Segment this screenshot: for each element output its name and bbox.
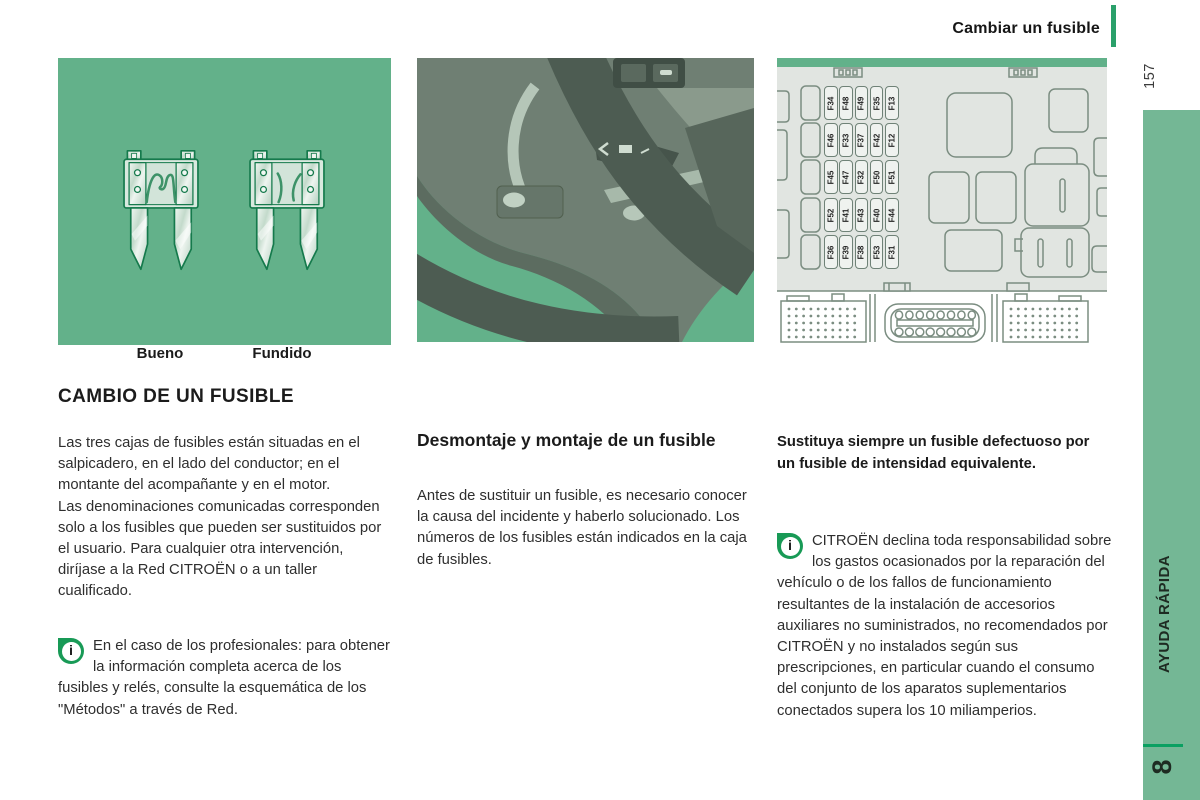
- section-title-removal: Desmontaje y montaje de un fusible: [417, 430, 716, 450]
- figure-label-good: Bueno: [136, 345, 184, 362]
- fuse-f36: F36: [824, 235, 838, 269]
- page-number: 157: [1142, 63, 1158, 89]
- figure-fuse-comparison: [58, 58, 391, 345]
- figure-label-blown: Fundido: [252, 345, 312, 362]
- sidebar-chapter-label: AYUDA RÁPIDA: [1155, 555, 1173, 673]
- fuse-f38: F38: [855, 235, 869, 269]
- info-icon: i: [777, 533, 803, 559]
- fuse-f37: F37: [855, 123, 869, 157]
- fuse-f45: F45: [824, 160, 838, 194]
- fuse-f41: F41: [839, 198, 853, 232]
- fuse-f46: F46: [824, 123, 838, 157]
- dashboard-illustration: [417, 58, 754, 342]
- fuse-good-illustration: [119, 150, 203, 276]
- fuse-blown-illustration: [245, 150, 329, 276]
- fuse-grid: [777, 58, 1107, 345]
- middle-paragraph: Antes de sustituir un fusible, es necesario conocer la causa del incidente y haberlo solucionado. Los números de los fusibles están indicados en la caja de fusibles.: [417, 488, 747, 568]
- fuse-f48: F48: [839, 86, 853, 120]
- left-column-text: [58, 433, 392, 603]
- info-icon: i: [58, 638, 84, 664]
- fuse-f43: F43: [855, 198, 869, 232]
- fuse-f31: F31: [885, 235, 899, 269]
- fuse-f49: F49: [855, 86, 869, 120]
- note-liability-text: CITROËN declina toda responsabilidad sobre los gastos ocasionados por la reparación del vehículo o de los fallos de funcionamiento resultantes de la instalación de accesorios auxiliares no suministrados, no recomendados por CITROËN y no instalados según sus prescripciones, en particular cuando el consumo del conjunto de los aparatos suplementarios conectados supera los 10 miliamperios.: [777, 533, 1112, 719]
- fuse-f52: F52: [824, 198, 838, 232]
- fuse-f34: F34: [824, 86, 838, 120]
- figure-fusebox: [777, 58, 1107, 345]
- section-title-fuse-change: CAMBIO DE UN FUSIBLE: [58, 386, 294, 407]
- sidebar-divider-line: [1143, 744, 1183, 747]
- page-header-title: Cambiar un fusible: [952, 20, 1100, 37]
- fuse-f51: F51: [885, 160, 899, 194]
- fuse-f12: F12: [885, 123, 899, 157]
- fuse-f47: F47: [839, 160, 853, 194]
- left-paragraph-2: Las denominaciones comunicadas corresponden solo a los fusibles que pueden ser sustituidos por el usuario. Para cualquier otra intervención, diríjase a la Red CITROËN o a un taller cualificado.: [58, 498, 382, 600]
- left-paragraph-1: Las tres cajas de fusibles están situadas en el salpicadero, en el lado del conductor; en el montante del acompañante y en el motor.: [58, 435, 360, 494]
- chapter-number: 8: [1146, 759, 1177, 775]
- note-liability: [777, 531, 1113, 722]
- fuse-f33: F33: [839, 123, 853, 157]
- right-lead-warning: Sustituya siempre un fusible defectuoso por un fusible de intensidad equivalente.: [777, 434, 1090, 472]
- fuse-f13: F13: [885, 86, 899, 120]
- fuse-f32: F32: [855, 160, 869, 194]
- figure-dashboard: [417, 58, 754, 342]
- fuse-f40: F40: [870, 198, 884, 232]
- note-professionals: [58, 636, 394, 721]
- note-professionals-text: En el caso de los profesionales: para obtener la información completa acerca de los fusibles y relés, consulte la esquemática de los "Métodos" a través de Red.: [58, 638, 390, 718]
- fuse-f50: F50: [870, 160, 884, 194]
- fuse-f42: F42: [870, 123, 884, 157]
- header-accent-bar: [1111, 5, 1116, 47]
- fuse-f53: F53: [870, 235, 884, 269]
- fuse-f39: F39: [839, 235, 853, 269]
- fuse-f44: F44: [885, 198, 899, 232]
- fuse-f35: F35: [870, 86, 884, 120]
